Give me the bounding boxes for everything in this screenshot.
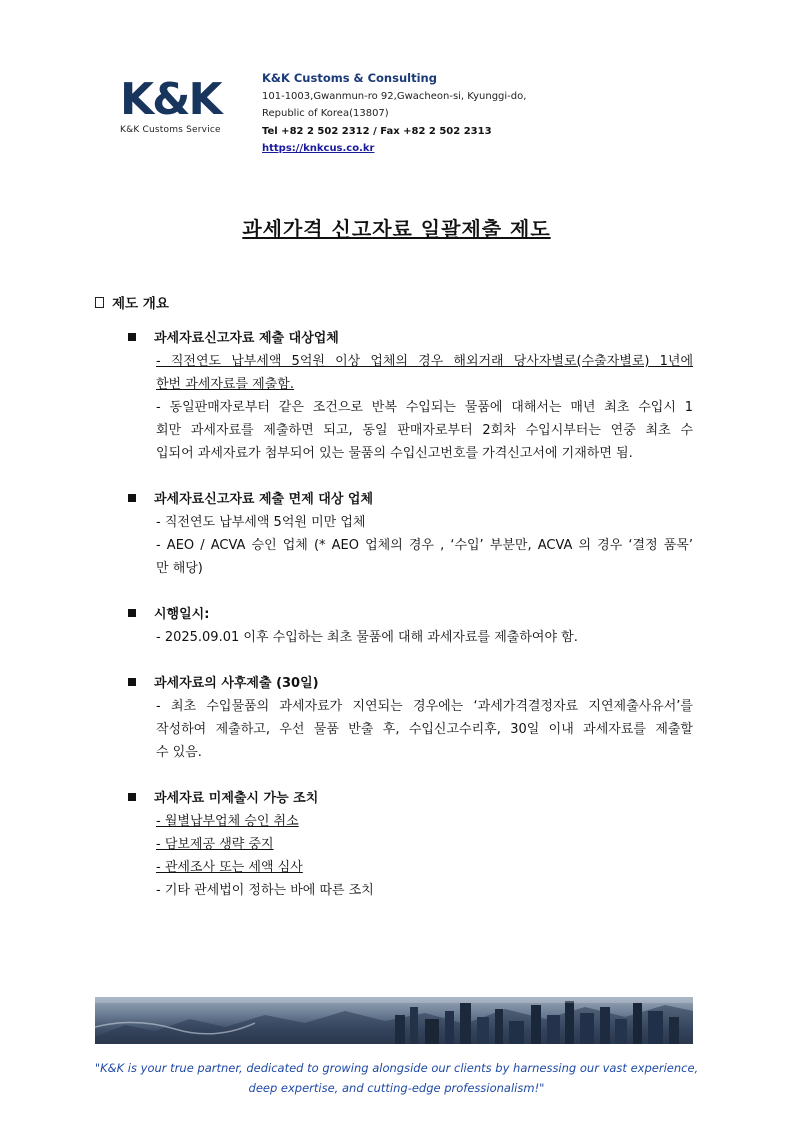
sections-container xyxy=(128,328,693,926)
section-line: 수 있음. xyxy=(156,745,202,760)
section-exempt-companies xyxy=(128,489,693,580)
checkbox-square-icon xyxy=(95,297,104,308)
section-line: - 관세조사 또는 세액 심사 xyxy=(156,860,303,875)
company-name: K&K Customs & Consulting xyxy=(262,71,437,85)
square-bullet-icon xyxy=(128,609,136,617)
slogan-line-1: "K&K is your true partner, dedicated to growing alongside our clients by harnessing our vast experience, xyxy=(94,1061,699,1075)
section-line: - 최초 수입물품의 과세자료가 지연되는 경우에는 ‘과세가격결정자료 지연제출사유서’를 xyxy=(156,699,693,714)
footer-slogan xyxy=(0,1058,793,1098)
section-line: - AEO / ACVA 승인 업체 (* AEO 업체의 경우 , ‘수입’ 부분만, ACVA 의 경우 ‘결정 품목’ xyxy=(156,538,693,553)
section-heading-text: 과세자료신고자료 제출 면제 대상 업체 xyxy=(154,492,374,507)
city-skyline-banner xyxy=(95,997,693,1044)
address-line-2: Republic of Korea(13807) xyxy=(262,108,389,119)
section-line: - 직전연도 납부세액 5억원 미만 업체 xyxy=(156,515,366,530)
square-bullet-icon xyxy=(128,494,136,502)
logo-text: K&K xyxy=(120,74,221,125)
square-bullet-icon xyxy=(128,678,136,686)
section-heading xyxy=(128,604,693,626)
website-link[interactable]: https://knkcus.co.kr xyxy=(262,143,375,154)
section-line: 만 해당) xyxy=(156,561,203,576)
section-line: - 월별납부업체 승인 취소 xyxy=(156,814,299,829)
overview-heading xyxy=(95,292,169,312)
company-logo xyxy=(120,74,230,135)
overview-heading-text: 제도 개요 xyxy=(112,296,169,312)
section-line: - 담보제공 생략 중지 xyxy=(156,837,274,852)
section-line: - 기타 관세법이 정하는 바에 따른 조치 xyxy=(156,883,374,898)
section-line: 회만 과세자료를 제출하면 되고, 동일 판매자로부터 2회차 수입시부터는 연중 최초 수 xyxy=(156,423,693,438)
section-heading-text: 과세자료 미제출시 가능 조치 xyxy=(154,791,319,806)
phone-fax: Tel +82 2 502 2312 / Fax +82 2 502 2313 xyxy=(262,125,492,137)
logo-subtitle: K&K Customs Service xyxy=(120,125,221,135)
section-heading-text: 시행일시: xyxy=(154,607,210,622)
skyline-illustration xyxy=(95,997,693,1044)
section-heading xyxy=(128,328,693,350)
section-heading xyxy=(128,489,693,511)
address-line-1: 101-1003,Gwanmun-ro 92,Gwacheon-si, Kyunggi-do, xyxy=(262,90,527,102)
slogan-line-2: deep expertise, and cutting-edge professionalism!" xyxy=(248,1081,545,1095)
section-line: 한번 과세자료를 제출함. xyxy=(156,377,294,392)
section-target-companies xyxy=(128,328,693,465)
section-line: 입되어 과세자료가 첨부되어 있는 물품의 수입신고번호를 가격신고서에 기재하면 됨. xyxy=(156,446,633,461)
section-heading xyxy=(128,673,693,695)
section-line: - 2025.09.01 이후 수입하는 최초 물품에 대해 과세자료를 제출하여야 함. xyxy=(156,630,578,645)
square-bullet-icon xyxy=(128,793,136,801)
section-post-submission xyxy=(128,673,693,764)
section-line: - 동일판매자로부터 같은 조건으로 반복 수입되는 물품에 대해서는 매년 최초 수입시 1 xyxy=(156,400,693,415)
square-bullet-icon xyxy=(128,333,136,341)
section-heading xyxy=(128,788,693,810)
company-info xyxy=(262,70,526,158)
section-heading-text: 과세자료신고자료 제출 대상업체 xyxy=(154,331,339,346)
section-effective-date xyxy=(128,604,693,649)
section-non-submission-measures xyxy=(128,788,693,902)
section-line: - 직전연도 납부세액 5억원 이상 업체의 경우 해외거래 당사자별로(수출자별로) 1년에 xyxy=(156,354,693,369)
section-heading-text: 과세자료의 사후제출 (30일) xyxy=(154,676,319,691)
section-line: 작성하여 제출하고, 우선 물품 반출 후, 수입신고수리후, 30일 이내 과세자료를 제출할 xyxy=(156,722,693,737)
document-title: 과세가격 신고자료 일괄제출 제도 xyxy=(242,217,551,241)
